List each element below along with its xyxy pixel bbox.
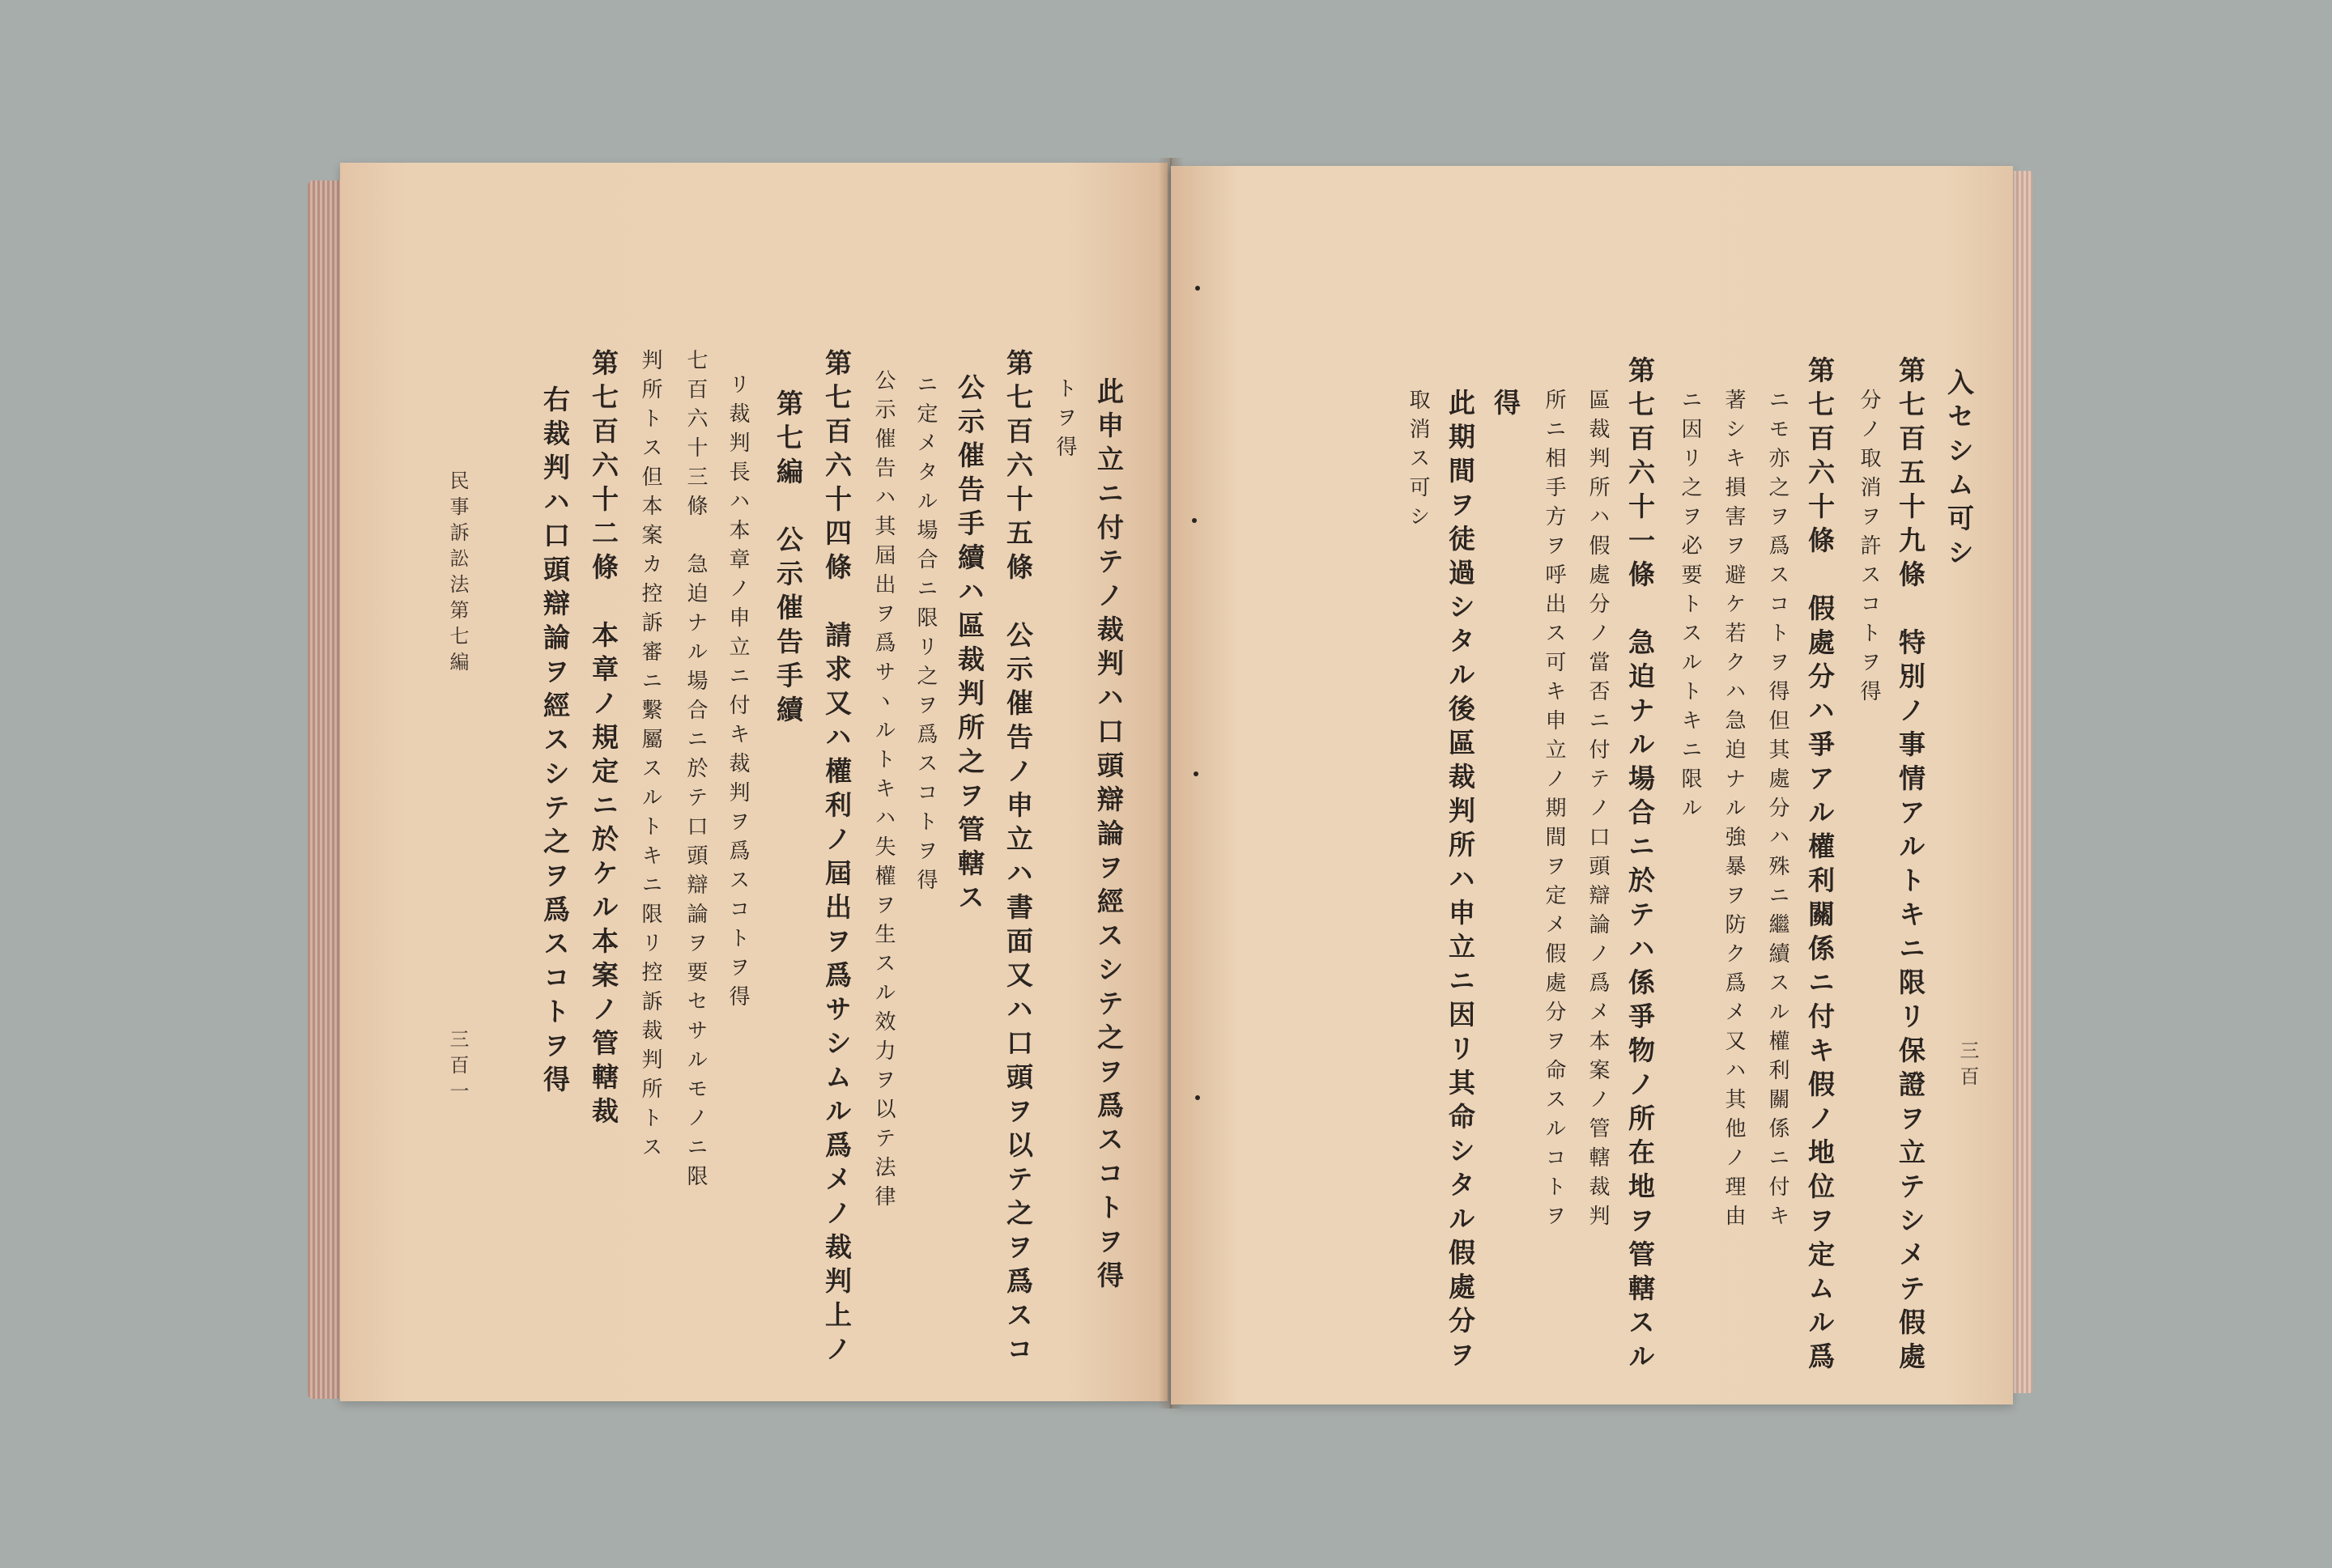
text-column: 此申立ニ付テノ裁判ハ口頭辯論ヲ經スシテ之ヲ爲スコトヲ得 <box>1093 377 1125 1295</box>
text-column: 公示催告ハ其屆出ヲ爲サヽルトキハ失權ヲ生スル效力ヲ以テ法律 <box>871 369 896 1214</box>
text-column: 取消ス可シ <box>1406 389 1430 534</box>
text-column: ニモ亦之ヲ爲スコトヲ得但其處分ハ殊ニ繼續スル權利關係ニ付キ <box>1765 389 1789 1234</box>
text-column: 第七百六十條 假處分ハ爭アル權利關係ニ付キ假ノ地位ヲ定ムル爲 <box>1804 356 1836 1376</box>
text-column: 所ニ相手方ヲ呼出ス可キ申立ノ期間ヲ定メ假處分ヲ命スルコトヲ <box>1542 389 1566 1234</box>
page-edges-right <box>2011 171 2032 1393</box>
text-column: ニ因リ之ヲ必要トスルトキニ限ル <box>1678 389 1702 826</box>
ink-mark <box>1195 1095 1200 1100</box>
text-column: 七百六十三條 急迫ナル場合ニ於テ口頭辯論ヲ要セサルモノニ限 <box>683 349 708 1194</box>
text-column: 右裁判ハ口頭辯論ヲ經スシテ之ヲ爲スコトヲ得 <box>539 385 571 1099</box>
chapter-heading: 第七編 公示催告手續 <box>772 389 804 729</box>
running-title: 民事訴訟法第七編 <box>446 470 469 678</box>
text-column: 第七百六十五條 公示催告ノ申立ハ書面又ハ口頭ヲ以テ之ヲ爲スコ <box>1002 349 1034 1369</box>
ink-mark <box>1192 518 1197 523</box>
open-book <box>308 158 2032 1409</box>
text-column: 第七百六十四條 請求又ハ權利ノ屆出ヲ爲サシムル爲メノ裁判上ノ <box>821 349 853 1369</box>
text-column: ニ定メタル場合ニ限リ之ヲ爲スコトヲ得 <box>913 373 938 898</box>
text-column: 區裁判所ハ假處分ノ當否ニ付テノ口頭辯論ノ爲メ本案ノ管轄裁判 <box>1585 389 1610 1234</box>
text-column: 第七百六十二條 本章ノ規定ニ於ケル本案ノ管轄裁 <box>588 349 619 1131</box>
text-column: リ裁判長ハ本章ノ申立ニ付キ裁判ヲ爲スコトヲ得 <box>726 373 750 1014</box>
page-number: 三百 <box>1956 1040 1979 1092</box>
text-column: 著シキ損害ヲ避ケ若クハ急迫ナル強暴ヲ防ク爲メ又ハ其他ノ理由 <box>1721 389 1746 1234</box>
text-column: 第七百六十一條 急迫ナル場合ニ於テハ係爭物ノ所在地ヲ管轄スル <box>1624 356 1656 1376</box>
text-column: 此期間ヲ徒過シタル後區裁判所ハ申立ニ因リ其命シタル假處分ヲ <box>1445 389 1476 1375</box>
text-column: 第七百五十九條 特別ノ事情アルトキニ限リ保證ヲ立テシメテ假處 <box>1895 356 1926 1376</box>
text-column: 公示催告手續ハ區裁判所之ヲ管轄ス <box>954 373 985 917</box>
text-column: 分ノ取消ヲ許スコトヲ得 <box>1857 389 1881 709</box>
ink-mark <box>1195 286 1200 291</box>
text-column: トヲ得 <box>1053 377 1077 465</box>
text-column: 得 <box>1490 389 1521 423</box>
text-column: 入セシム可シ <box>1943 368 1975 572</box>
right-page <box>1171 166 2013 1404</box>
page-number: 三百一 <box>446 1029 469 1107</box>
ink-mark <box>1194 771 1198 776</box>
text-column: 判所トス但本案カ控訴審ニ繫屬スルトキニ限リ控訴裁判所トス <box>638 349 662 1165</box>
left-page <box>340 163 1168 1401</box>
